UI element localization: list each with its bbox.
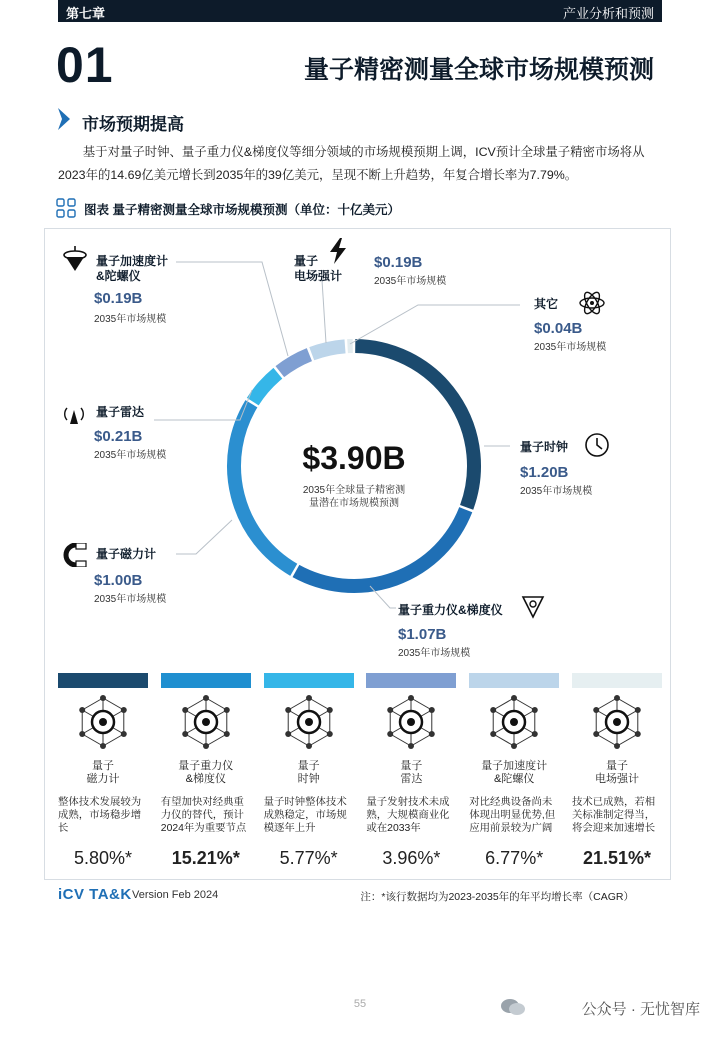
network-node-icon bbox=[484, 692, 544, 752]
watermark: 公众号 · 无忧智库 bbox=[581, 1001, 700, 1018]
gyroscope-icon bbox=[62, 245, 88, 273]
section-label: 产业分析和预测 bbox=[562, 6, 654, 21]
sub-efield: 2035年市场规模 bbox=[374, 276, 447, 287]
column-title: 量子 时钟 bbox=[297, 760, 320, 785]
clock-icon bbox=[584, 432, 610, 458]
cagr-rate: 5.80%* bbox=[73, 848, 133, 868]
color-bar bbox=[469, 673, 559, 688]
cagr-rate: 15.21%* bbox=[171, 848, 240, 868]
value-other: $0.04B bbox=[534, 320, 583, 337]
radar-icon bbox=[62, 402, 86, 426]
value-gravity: $1.07B bbox=[398, 626, 447, 643]
label-radar: 量子雷达 bbox=[96, 405, 145, 419]
color-bar bbox=[58, 673, 148, 688]
cagr-rate: 6.77%* bbox=[485, 848, 544, 868]
column-description: 对比经典设备尚未体现出明显优势,但应用前景较为广阔 bbox=[469, 797, 556, 834]
wechat-icon bbox=[500, 997, 526, 1017]
gravity-icon bbox=[520, 594, 546, 620]
sub-magnet: 2035年市场规模 bbox=[94, 594, 167, 605]
column-description: 有望加快对经典重力仪的替代，预计2024年为重要节点 bbox=[160, 797, 247, 834]
value-magnet: $1.00B bbox=[94, 572, 143, 589]
value-clock: $1.20B bbox=[520, 464, 569, 481]
label-clock: 量子时钟 bbox=[520, 440, 569, 454]
color-bar bbox=[572, 673, 662, 688]
value-accel: $0.19B bbox=[94, 290, 143, 307]
column-description: 技术已成熟，若相关标准制定得当，将会迎来加速增长 bbox=[572, 797, 656, 834]
value-efield: $0.19B bbox=[374, 254, 423, 271]
chapter-label: 第七章 bbox=[66, 6, 106, 21]
color-bar bbox=[366, 673, 456, 688]
center-description: 2035年全球量子精密测 量潜在市场规模预测 bbox=[302, 485, 406, 509]
intro-paragraph: 基于对量子时钟、量子重力仪&梯度仪等细分领域的市场规模预期上调，ICV预计全球量子精密市场将从2023年的14.69亿美元增长到2035年的39亿美元，呈现不断上升趋势，年复合增长率为7.79%。 bbox=[58, 145, 645, 182]
cagr-rate: 21.51%* bbox=[582, 848, 652, 868]
column-title: 量子加速度计 &陀螺仪 bbox=[481, 760, 548, 785]
network-node-icon bbox=[587, 692, 647, 752]
figure-caption: 图表 量子精密测量全球市场规模预测（单位：十亿美元） bbox=[84, 203, 400, 217]
page-index-number: 01 bbox=[56, 37, 114, 93]
version-label: Version Feb 2024 bbox=[132, 889, 219, 901]
column-description: 量子发射技术未成熟，大规模商业化或在2033年 bbox=[366, 797, 450, 834]
value-radar: $0.21B bbox=[94, 428, 143, 445]
column-title: 量子 磁力计 bbox=[86, 760, 120, 785]
sub-accel: 2035年市场规模 bbox=[94, 314, 167, 325]
label-magnet: 量子磁力计 bbox=[96, 547, 157, 561]
page-number: 55 bbox=[353, 998, 367, 1010]
footnote: 注：*该行数据均为2023-2035年的年平均增长率（CAGR） bbox=[360, 891, 634, 903]
cagr-rate: 5.77%* bbox=[279, 848, 338, 868]
column-description: 量子时钟整体技术成熟稳定，市场规模逐年上升 bbox=[263, 797, 347, 834]
cagr-rate: 3.96%* bbox=[382, 848, 441, 868]
page-title: 量子精密测量全球市场规模预测 bbox=[303, 56, 654, 84]
atom-icon bbox=[578, 290, 606, 316]
column-description: 整体技术发展较为成熟，市场稳步增长 bbox=[58, 797, 142, 834]
sub-other: 2035年市场规模 bbox=[534, 342, 607, 353]
network-node-icon bbox=[176, 692, 236, 752]
color-bar bbox=[161, 673, 251, 688]
network-node-icon bbox=[73, 692, 133, 752]
network-node-icon bbox=[279, 692, 339, 752]
column-title: 量子重力仪 &梯度仪 bbox=[178, 760, 234, 785]
lightning-icon bbox=[328, 238, 348, 264]
section-title: 市场预期提高 bbox=[82, 115, 184, 134]
sub-gravity: 2035年市场规模 bbox=[398, 648, 471, 659]
sub-radar: 2035年市场规模 bbox=[94, 450, 167, 461]
color-bar bbox=[264, 673, 354, 688]
column-title: 量子 雷达 bbox=[400, 760, 423, 785]
grid-icon bbox=[56, 198, 76, 218]
label-accel: 量子加速度计 &陀螺仪 bbox=[96, 254, 169, 283]
label-efield: 量子 电场强计 bbox=[294, 254, 343, 283]
header-bar bbox=[58, 0, 662, 22]
network-node-icon bbox=[381, 692, 441, 752]
label-gravity: 量子重力仪&梯度仪 bbox=[398, 603, 503, 617]
label-other: 其它 bbox=[534, 297, 559, 311]
center-total-value: $3.90B bbox=[302, 440, 406, 476]
sub-clock: 2035年市场规模 bbox=[520, 486, 593, 497]
chevron-right-icon bbox=[58, 108, 70, 130]
brand-logo: iCV TA&K bbox=[58, 886, 132, 903]
column-title: 量子 电场强计 bbox=[595, 760, 639, 785]
magnet-icon bbox=[62, 543, 88, 567]
